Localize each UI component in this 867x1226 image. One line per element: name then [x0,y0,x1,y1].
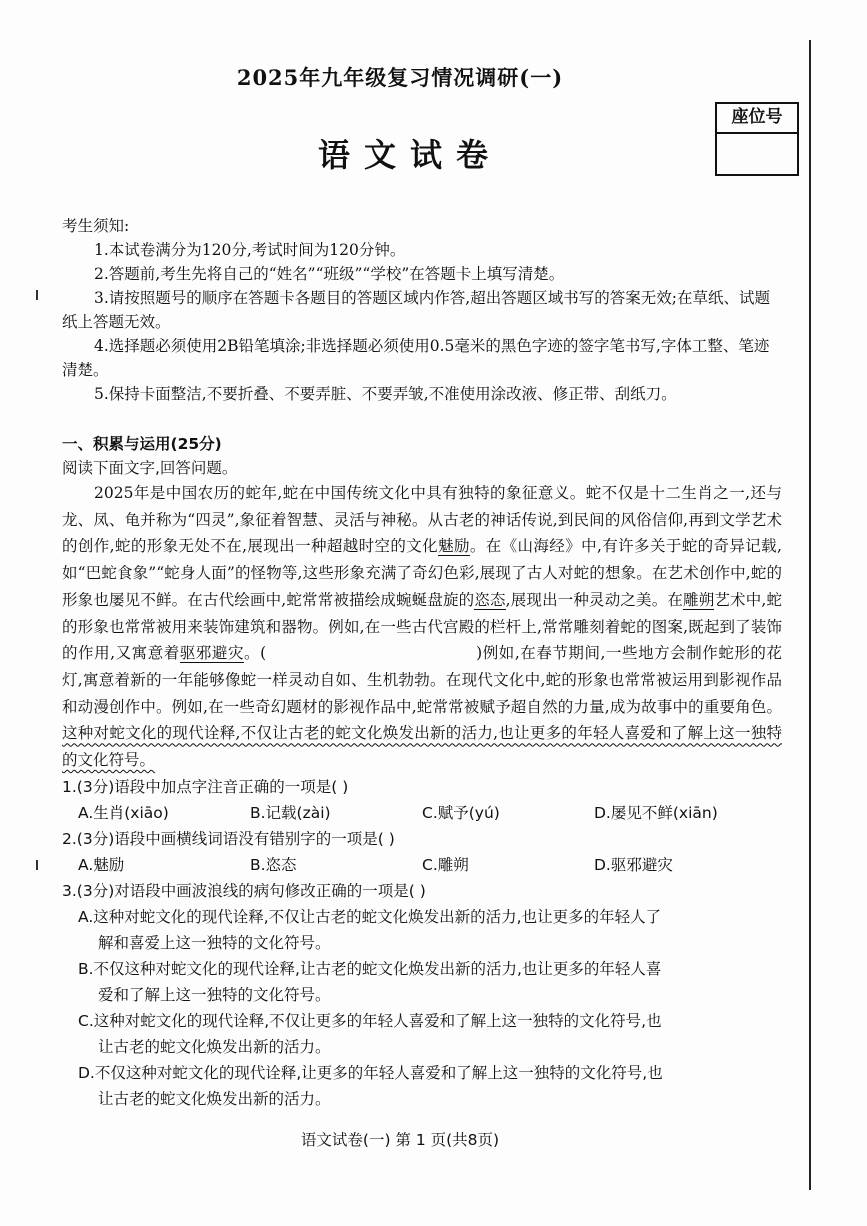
passage-text: ,展现出一种灵动之美。在 [505,590,684,609]
reading-passage [62,480,782,774]
option-text: 爱和了解上这一独特的文化符号。 [98,985,331,1004]
notice-item: 4.选择题必须使用2B铅笔填涂;非选择题必须使用0.5毫米的黑色字迹的签字笔书写,字体工整、笔迹清楚。 [62,337,770,379]
option: C.雕朔 [422,855,469,874]
passage-text: 。( [244,644,267,663]
margin-mark [36,860,38,870]
seat-number-label: 座位号 [717,104,797,134]
seat-number-box [715,102,799,176]
passage-text: )例如,在春节期间,一些地方会制作蛇形的花灯,寓意着新的一年能够像蛇一样灵动自如、生机勃勃。在现代文化中,蛇的形象也常常被运用到影视作品和动漫创作中。例如,在一些奇幻题材的影视作品中,蛇常常被赋予超自然的力量,成为故事中的重要角色。 [62,644,782,716]
question-options [62,800,782,826]
underlined-word: 恣态 [474,590,506,609]
passage-text: 2025年是中国农历的蛇年,蛇在中国传统文化中具有独特的象征意义。蛇不仅是十二生肖之一,还与龙、凤、龟并称为“四灵”,象征着智慧、灵活与神秘。从古老的神话传说,到民间的风俗信仰,再到文学艺术的创作,蛇的形象无处不在,展现出一种超越时空的文化 [62,484,782,556]
section-heading: 一、积累与运用(25分) [62,435,222,453]
option [62,1008,782,1060]
option: C.赋予(yú) [422,803,500,822]
notice-item: 3.请按照题号的顺序在答题卡各题目的答题区域内作答,超出答题区域书写的答案无效;在草纸、试题纸上答题无效。 [62,289,770,331]
candidate-notice [62,214,782,406]
option: B.记载(zài) [250,803,331,822]
margin-mark [36,290,38,300]
question-stem: 2.(3分)语段中画横线词语没有错别字的一项是( ) [62,829,395,848]
option [62,904,782,956]
option: D.屡见不鲜(xiān) [594,803,718,822]
question-options [62,852,782,878]
option: A.生肖(xiāo) [78,803,169,822]
passage-text: 。在《山海经》中,有许多关于蛇的奇异记载,如“巴蛇食象”“蛇身人面”的怪物等,这些形象充满了奇幻色彩,展现了古人对蛇的想象。在艺术创作中,蛇的形象也屡见不鲜。在古代绘画中,蛇常常被描绘成蜿蜒盘旋的 [62,537,782,609]
page-content [62,214,782,1112]
option-text: 解和喜爱上这一独特的文化符号。 [98,933,331,952]
page-footer: 语文试卷(一) 第 1 页(共8页) [300,1131,500,1149]
exam-title: 2025年九年级复习情况调研(一) [236,65,564,90]
passage-text: 艺术中,蛇的形象也常常被用来装饰建筑和器物。例如,在一些古代宫殿的栏杆上,常常雕刻着蛇的图案,既起到了装饰的作用,又寓意着 [62,590,782,663]
option: D.驱邪避灾 [594,855,673,874]
underlined-word: 驱邪避灾 [179,644,245,663]
section-instruction: 阅读下面文字,回答问题。 [62,459,238,477]
option [62,956,782,1008]
option-text: 让古老的蛇文化焕发出新的活力。 [98,1037,331,1056]
exam-subtitle: 语文试卷 [317,136,502,174]
option-text: C.这种对蛇文化的现代诠释,不仅让更多的年轻人喜爱和了解上这一独特的文化符号,也 [78,1011,662,1030]
binding-line [809,40,811,1190]
option: B.恣态 [250,855,297,874]
notice-item: 5.保持卡面整洁,不要折叠、不要弄脏、不要弄皱,不准使用涂改液、修正带、刮纸刀。 [94,385,677,403]
wavy-underlined-sentence: 这种对蛇文化的现代诠释,不仅让古老的蛇文化焕发出新的活力,也让更多的年轻人喜爱和了解上这一独特的文化符号。 [62,724,782,770]
underlined-word: 雕朔 [683,590,715,609]
option-text: D.不仅这种对蛇文化的现代诠释,让更多的年轻人喜爱和了解上这一独特的文化符号,也 [78,1063,663,1082]
underlined-word: 魅励 [438,537,470,556]
question-stem: 3.(3分)对语段中画波浪线的病句修改正确的一项是( ) [62,881,426,900]
notice-heading: 考生须知: [62,217,130,235]
option-text: A.这种对蛇文化的现代诠释,不仅让古老的蛇文化焕发出新的活力,也让更多的年轻人了 [78,907,662,926]
question-stem: 1.(3分)语段中加点字注音正确的一项是( ) [62,777,349,796]
notice-item: 2.答题前,考生先将自己的“姓名”“班级”“学校”在答题卡上填写清楚。 [94,265,565,283]
option: A.魅励 [78,855,125,874]
notice-item: 1.本试卷满分为120分,考试时间为120分钟。 [94,241,406,259]
option-text: B.不仅这种对蛇文化的现代诠释,让古老的蛇文化焕发出新的活力,也让更多的年轻人喜 [78,959,662,978]
option [62,1060,782,1112]
option-text: 让古老的蛇文化焕发出新的活力。 [98,1089,331,1108]
